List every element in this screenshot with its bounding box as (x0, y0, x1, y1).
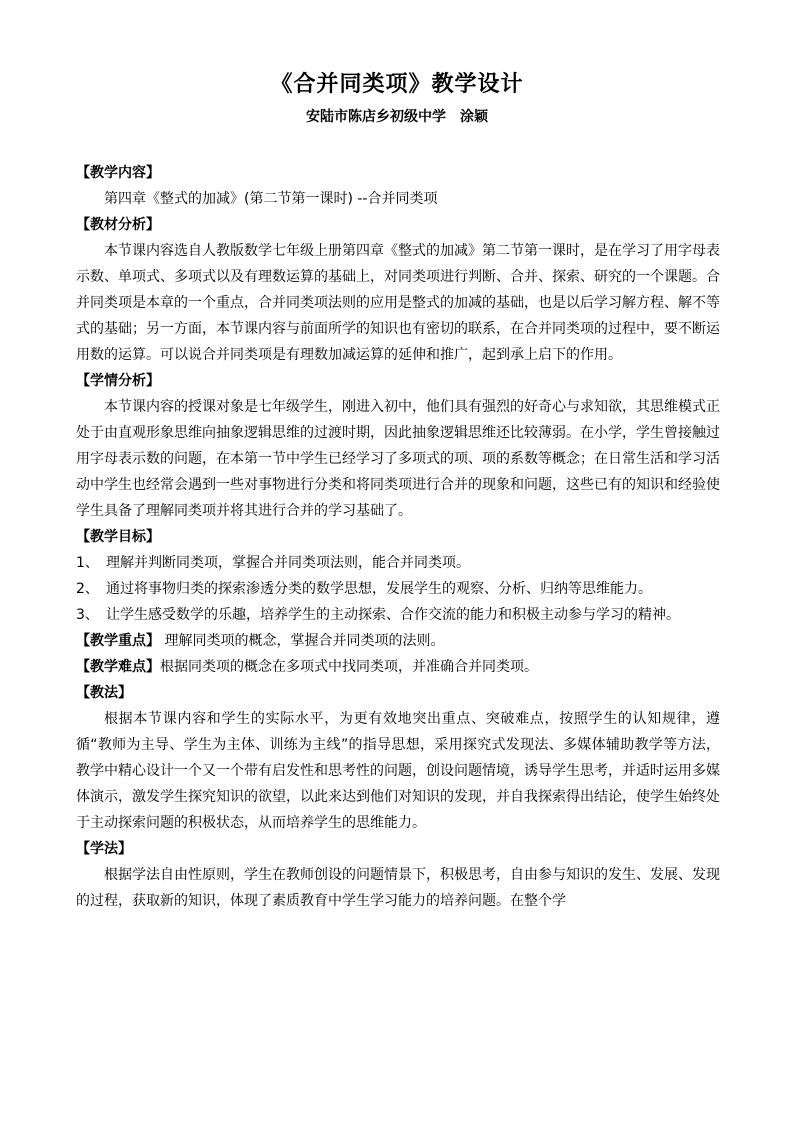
section-text-method: 根据本节课内容和学生的实际水平，为更有效地突出重点、突破难点，按照学生的认知规律，遵循“教师为主导、学生为主体、训练为主线”的指导思想，采用探究式发现法、多媒体辅助教学等方法，教学中精心设计一个又一个带有启发性和思考性的问题，创设问题情境，诱导学生思考，并适时运用多媒体演示，激发学生探究知识的欲望，以此来达到他们对知识的发现，并自我探索得出结论，使学生始终处于主动探索问题的积极状态，从而培养学生的思维能力。 (76, 711, 720, 831)
goal-item (76, 602, 720, 628)
section-text-learning: 根据学法自由性原则，学生在教师创设的问题情景下，积极思考，自由参与知识的发生、发展、发现的过程，获取新的知识，体现了素质教育中学生学习能力的培养问题。在整个学 (76, 867, 720, 909)
section-heading-content: 【教学内容】 (76, 165, 160, 181)
section-heading-students: 【学情分析】 (76, 373, 160, 389)
section-heading-key-points: 【教学重点】 (76, 633, 160, 649)
goal-item (76, 550, 720, 576)
section-heading-material: 【教材分析】 (76, 217, 160, 233)
section-text-difficulties: 根据同类项的概念在多项式中找同类项，并准确合并同类项。 (160, 659, 538, 675)
section-text-students: 本节课内容的授课对象是七年级学生，刚进入初中，他们具有强烈的好奇心与求知欲，其思维模式正处于由直观形象思维向抽象逻辑思维的过渡时期，因此抽象逻辑思维还比较薄弱。在小学，学生曾接触过用字母表示数的问题，在本第一节中学生已经学习了多项式的项、项的系数等概念；在日常生活和学习活动中学生也经常会遇到一些对事物进行分类和将同类项进行合并的现象和问题，这些已有的知识和经验使学生具备了理解同类项并将其进行合并的学习基础了。 (76, 399, 720, 519)
section-heading-learning: 【学法】 (76, 841, 132, 857)
goal-item (76, 576, 720, 602)
goal-number: 2、 (76, 581, 99, 597)
goal-text: 让学生感受数学的乐趣，培养学生的主动探索、合作交流的能力和积极主动参与学习的精神。 (106, 607, 680, 623)
section-text-key-points: 理解同类项的概念，掌握合并同类项的法则。 (160, 633, 445, 649)
section-text-material: 本节课内容选自人教版数学七年级上册第四章《整式的加减》第二节第一课时，是在学习了用字母表示数、单项式、多项式以及有理数运算的基础上，对同类项进行判断、合并、探索、研究的一个课题。合并同类项是本章的一个重点，合并同类项法则的应用是整式的加减的基础，也是以后学习解方程、解不等式的基础；另一方面，本节课内容与前面所学的知识也有密切的联系，在合并同类项的过程中，要不断运用数的运算。可以说合并同类项是有理数加减运算的延伸和推广，起到承上启下的作用。 (76, 243, 720, 363)
document-author: 安陆市陈店乡初级中学 涂颖 (306, 109, 488, 125)
goals-list (76, 550, 720, 628)
section-text-content: 第四章《整式的加减》(第二节第一课时) --合并同类项 (104, 191, 438, 207)
section-heading-method: 【教法】 (76, 685, 132, 701)
document-body (76, 160, 720, 914)
goal-text: 理解并判断同类项，掌握合并同类项法则，能合并同类项。 (106, 555, 470, 571)
document-title: 《合并同类项》教学设计 (270, 72, 524, 97)
key-points-line (76, 628, 720, 654)
section-heading-goals: 【教学目标】 (76, 529, 160, 545)
difficulties-line (76, 654, 720, 680)
goal-number: 1、 (76, 555, 99, 571)
goal-text: 通过将事物归类的探索渗透分类的数学思想，发展学生的观察、分析、归纳等思维能力。 (106, 581, 652, 597)
goal-number: 3、 (76, 607, 99, 623)
section-heading-difficulties: 【教学难点】 (76, 659, 160, 675)
